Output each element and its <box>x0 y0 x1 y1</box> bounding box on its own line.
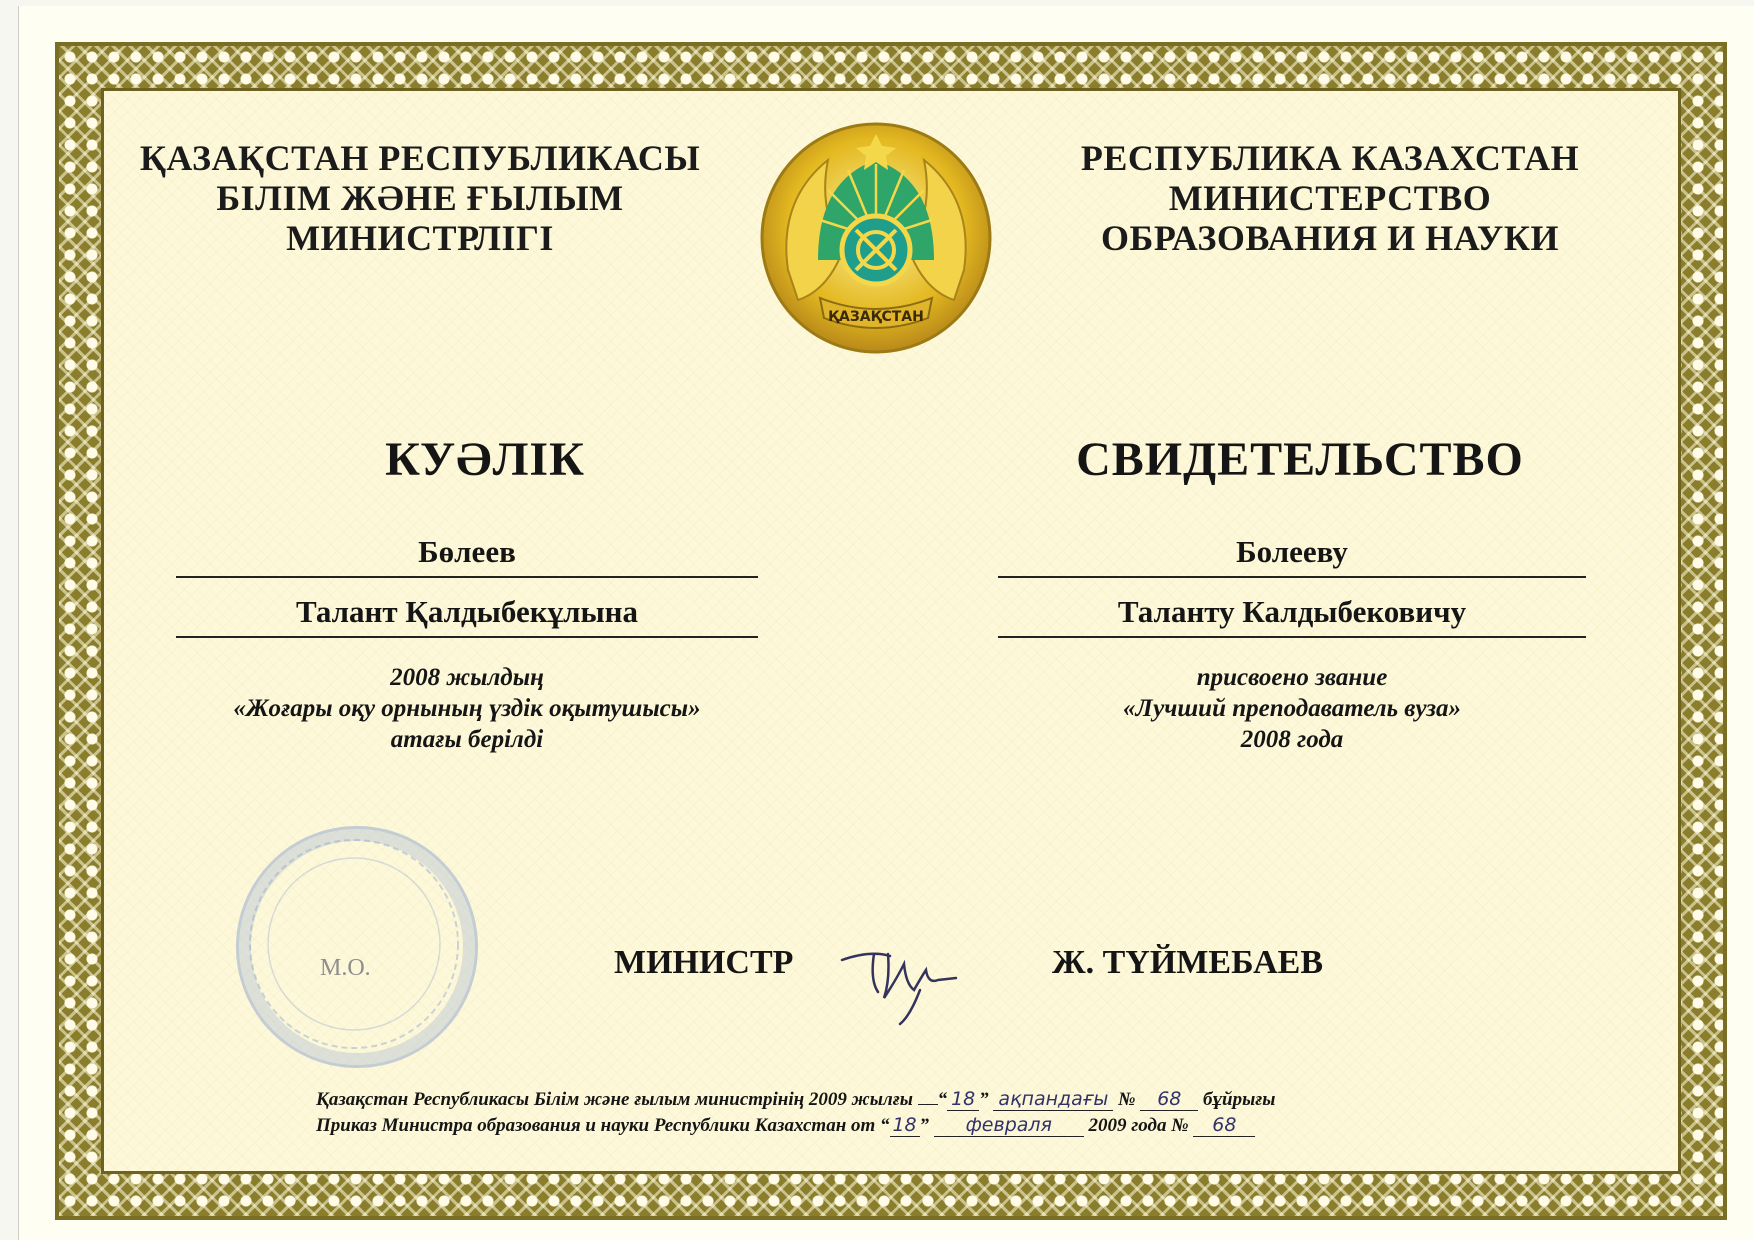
award-text-kz <box>140 662 794 755</box>
emblem-ribbon-text: ҚАЗАҚСТАН <box>828 309 924 325</box>
award-ru-line-2: «Лучший преподаватель вуза» <box>1123 695 1461 722</box>
header-right <box>1020 138 1640 258</box>
title-kz: КУӘЛІК <box>385 433 585 486</box>
order-kz-number: 68 <box>1140 1088 1198 1111</box>
award-kz-line-1: 2008 жылдың <box>390 664 544 691</box>
order-kz-text: Қазақстан Республикасы Білім және ғылым министрінің 2009 жылғы <box>316 1089 913 1110</box>
header-left-line-2: БІЛІМ ЖӘНЕ ҒЫЛЫМ <box>216 178 624 218</box>
header-left-line-3: МИНИСТРЛІГІ <box>286 218 554 258</box>
order-ru-text: Приказ Министра образования и науки Республики Казахстан от <box>316 1115 876 1136</box>
surname-kz: Бөлеев <box>176 534 758 578</box>
handwritten-signature <box>830 920 1030 1030</box>
order-kz-day: 18 <box>947 1088 979 1111</box>
order-kz-number-sign: № <box>1118 1089 1136 1110</box>
given-name-kz: Талант Қалдыбекұлына <box>176 594 758 638</box>
order-kz-suffix: бұйрығы <box>1203 1089 1276 1110</box>
official-stamp <box>236 826 478 1068</box>
title-ru: СВИДЕТЕЛЬСТВО <box>1076 433 1524 486</box>
award-ru-line-3: 2008 года <box>1240 726 1344 753</box>
order-ru-number: 68 <box>1193 1114 1255 1137</box>
award-kz-line-2: «Жоғары оқу орнының үздік оқытушысы» <box>233 695 701 722</box>
header-right-line-3: ОБРАЗОВАНИЯ И НАУКИ <box>1101 218 1559 258</box>
order-ru: Приказ Министра образования и науки Республики Казахстан от “ 18 ” февраля 2009 года № 68 <box>316 1114 1255 1137</box>
stamp-placeholder: М.О. <box>320 955 371 981</box>
order-kz: Қазақстан Республикасы Білім және ғылым министрінің 2009 жылғы “ 18 ” ақпандағы № 68 бұйрығы <box>316 1088 1276 1110</box>
stamp-ring <box>236 826 472 1062</box>
order-ru-year: 2009 года № <box>1088 1115 1189 1136</box>
award-text-ru <box>990 662 1594 755</box>
header-right-line-1: РЕСПУБЛИКА КАЗАХСТАН <box>1080 138 1580 178</box>
order-kz-month: ақпандағы <box>993 1088 1113 1111</box>
given-name-ru: Таланту Калдыбековичу <box>998 594 1586 638</box>
minister-name: Ж. ТҮЙМЕБАЕВ <box>1052 944 1324 981</box>
order-ru-month: февраля <box>934 1114 1084 1137</box>
header-right-line-2: МИНИСТЕРСТВО <box>1168 178 1492 218</box>
order-ru-day: 18 <box>890 1114 920 1137</box>
header-left <box>110 138 730 258</box>
state-emblem <box>758 120 994 356</box>
award-kz-line-3: атағы берілді <box>390 726 544 753</box>
header-left-line-1: ҚАЗАҚСТАН РЕСПУБЛИКАСЫ <box>139 138 701 178</box>
surname-ru: Болееву <box>998 534 1586 578</box>
award-ru-line-1: присвоено звание <box>1196 664 1388 691</box>
minister-label: МИНИСТР <box>614 944 794 981</box>
